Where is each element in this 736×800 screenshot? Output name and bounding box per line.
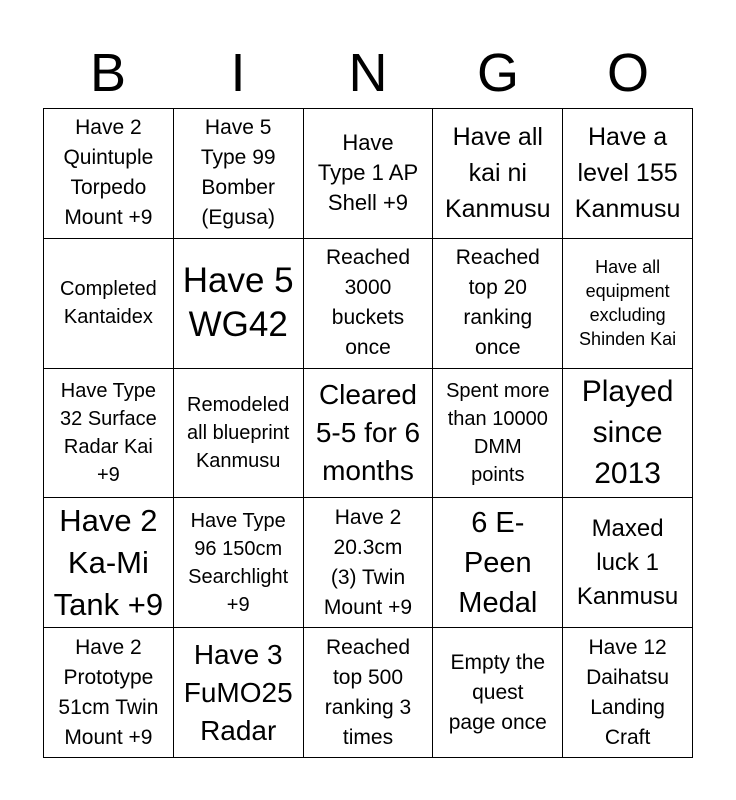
- cell-text: Have 2 Quintuple Torpedo Mount +9: [63, 116, 154, 230]
- bingo-cell-r2c3[interactable]: [304, 239, 434, 369]
- header-letter-b: B: [89, 43, 127, 103]
- bingo-cell-r5c1[interactable]: [44, 628, 174, 758]
- cell-text: Reached top 20 ranking once: [455, 246, 540, 360]
- cell-text: Have Type 96 150cm Searchlight +9: [188, 509, 289, 616]
- cell-text: Completed Kantaidex: [60, 278, 157, 329]
- bingo-cell-r1c1[interactable]: [44, 109, 174, 239]
- cell-text: Have 2 20.3cm (3) Twin Mount +9: [323, 505, 413, 619]
- bingo-cell-r5c4[interactable]: [433, 628, 563, 758]
- cell-text: Have 2 Prototype 51cm Twin Mount +9: [58, 635, 159, 749]
- bingo-cell-r3c5[interactable]: [563, 369, 693, 499]
- cell-text: Have 5 Type 99 Bomber (Egusa): [200, 116, 276, 230]
- bingo-cell-r2c4[interactable]: [433, 239, 563, 369]
- header-letter-g: G: [476, 43, 519, 103]
- cell-text: Have 5 WG42: [182, 261, 294, 345]
- bingo-cell-r4c3[interactable]: [304, 498, 434, 628]
- bingo-cell-r3c4[interactable]: [433, 369, 563, 499]
- cell-text: Reached top 500 ranking 3 times: [324, 635, 412, 749]
- cell-text: Cleared 5-5 for 6 months: [315, 378, 421, 486]
- bingo-cell-r2c1[interactable]: [44, 239, 174, 369]
- bingo-cell-r1c5[interactable]: [563, 109, 693, 239]
- cell-text: Maxed luck 1 Kanmusu: [576, 514, 679, 610]
- bingo-cell-r3c3[interactable]: [304, 369, 434, 499]
- cell-text: Have all kai ni Kanmusu: [444, 123, 551, 224]
- bingo-grid: [43, 108, 693, 758]
- cell-text: Have all equipment excluding Shinden Kai: [579, 257, 677, 350]
- bingo-cell-r1c3[interactable]: [304, 109, 434, 239]
- cell-text: Have Type 32 Surface Radar Kai +9: [60, 379, 157, 486]
- bingo-cell-r4c1[interactable]: [44, 498, 174, 628]
- bingo-cell-r4c2[interactable]: [174, 498, 304, 628]
- cell-text: Reached 3000 buckets once: [325, 246, 411, 360]
- cell-text: Spent more than 10000 DMM points: [446, 379, 550, 486]
- cell-text: Have Type 1 AP Shell +9: [317, 130, 419, 216]
- cell-text: Remodeled all blueprint Kanmusu: [187, 393, 290, 472]
- bingo-cell-r3c2[interactable]: [174, 369, 304, 499]
- cell-text: Have a level 155 Kanmusu: [574, 123, 681, 224]
- cell-text: Have 2 Ka-Mi Tank +9: [53, 502, 164, 622]
- bingo-cell-r5c3[interactable]: [304, 628, 434, 758]
- bingo-cell-r5c5[interactable]: [563, 628, 693, 758]
- header-letter-n: N: [348, 43, 388, 103]
- header-letter-o: O: [606, 43, 649, 103]
- bingo-cell-r2c5[interactable]: [563, 239, 693, 369]
- cell-text: Have 12 Daihatsu Landing Craft: [586, 635, 670, 749]
- bingo-cell-r1c4[interactable]: [433, 109, 563, 239]
- bingo-cell-r1c2[interactable]: [174, 109, 304, 239]
- cell-text: Have 3 FuMO25 Radar: [183, 638, 293, 746]
- bingo-cell-r4c4[interactable]: [433, 498, 563, 628]
- header-letter-i: I: [230, 43, 246, 103]
- cell-text: Empty the quest page once: [448, 650, 547, 734]
- bingo-cell-r3c1[interactable]: [44, 369, 174, 499]
- cell-text: 6 E- Peen Medal: [458, 506, 538, 619]
- bingo-cell-r5c2[interactable]: [174, 628, 304, 758]
- cell-text: Played since 2013: [581, 375, 674, 491]
- bingo-cell-r4c5[interactable]: [563, 498, 693, 628]
- bingo-header: [43, 40, 693, 106]
- bingo-cell-r2c2[interactable]: [174, 239, 304, 369]
